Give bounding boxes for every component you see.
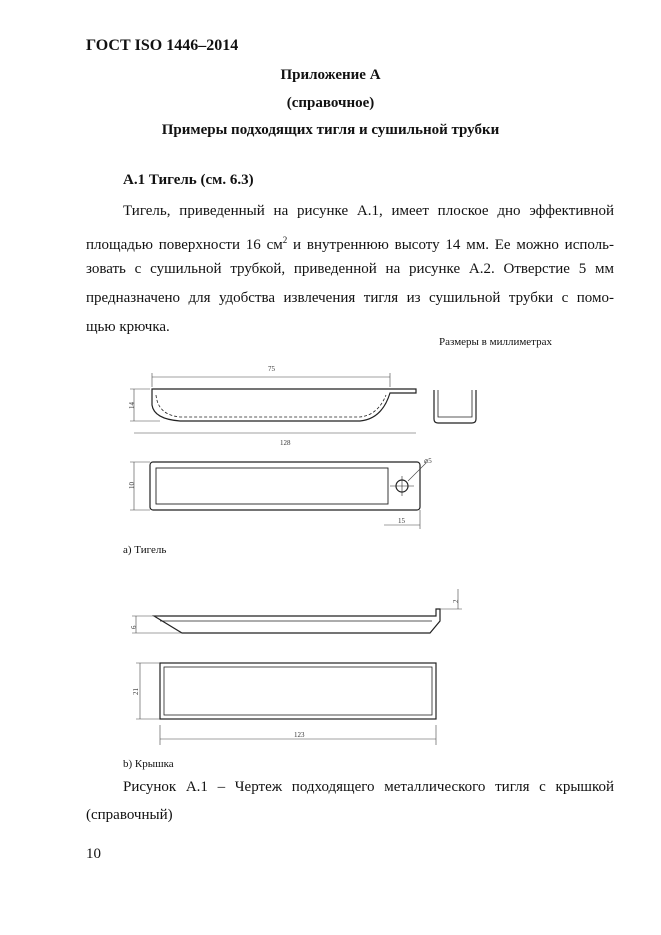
dim-height-label: 14 (128, 402, 136, 409)
page-number: 10 (86, 846, 101, 862)
crucible-end-view (434, 390, 476, 423)
lid-drawing (120, 585, 480, 755)
figure-caption-line: (справочный) (86, 807, 173, 823)
dim-hole-label: ⌀5 (424, 457, 432, 465)
paragraph-line: предназначено для удобства извлечения тигля из сушильной трубки с помо- (86, 290, 614, 306)
dimensions-note: Размеры в миллиметрах (439, 336, 552, 348)
dim-top-label: 75 (268, 365, 275, 373)
crucible-drawing (120, 355, 500, 535)
dim-lid-tab-label: 2 (452, 599, 460, 603)
figure-caption-line: Рисунок А.1 – Чертеж подходящего металлического тигля с крышкой (123, 779, 614, 795)
dim-width-label: 10 (128, 482, 136, 489)
dim-tab-label: 15 (398, 517, 405, 525)
dim-bottom-label: 128 (280, 439, 291, 447)
paragraph-line: зовать с сушильной трубкой, приведенной на рисунке А.2. Отверстие 5 мм (86, 261, 614, 277)
dim-lid-width-label: 21 (132, 688, 140, 695)
paragraph-line: щью крючка. (86, 319, 170, 335)
crucible-side-view (152, 389, 416, 421)
caption-lid: b) Крышка (123, 758, 174, 770)
figure-caption (86, 773, 614, 829)
caption-crucible: а) Тигель (123, 544, 167, 556)
appendix-heading: Примеры подходящих тигля и сушильной трубки (161, 122, 500, 138)
dim-lid-thickness-label: 6 (130, 625, 138, 629)
paragraph-line: Тигель, приведенный на рисунке А.1, имеет плоское дно эффективной (123, 203, 614, 219)
section-title: А.1 Тигель (см. 6.3) (123, 172, 254, 188)
section-paragraph (86, 197, 614, 342)
paragraph-line: площадью поверхности 16 $см^2$ и внутреннюю высоту 14 мм. Ее можно исполь- (86, 235, 614, 253)
dim-lid-length-label: 123 (294, 731, 305, 739)
standard-header: ГОСТ ISO 1446–2014 (86, 37, 239, 54)
appendix-subtitle: (справочное) (286, 95, 375, 111)
appendix-title: Приложение А (280, 67, 381, 83)
crucible-top-view (150, 462, 420, 510)
lid-top-view (160, 663, 436, 719)
